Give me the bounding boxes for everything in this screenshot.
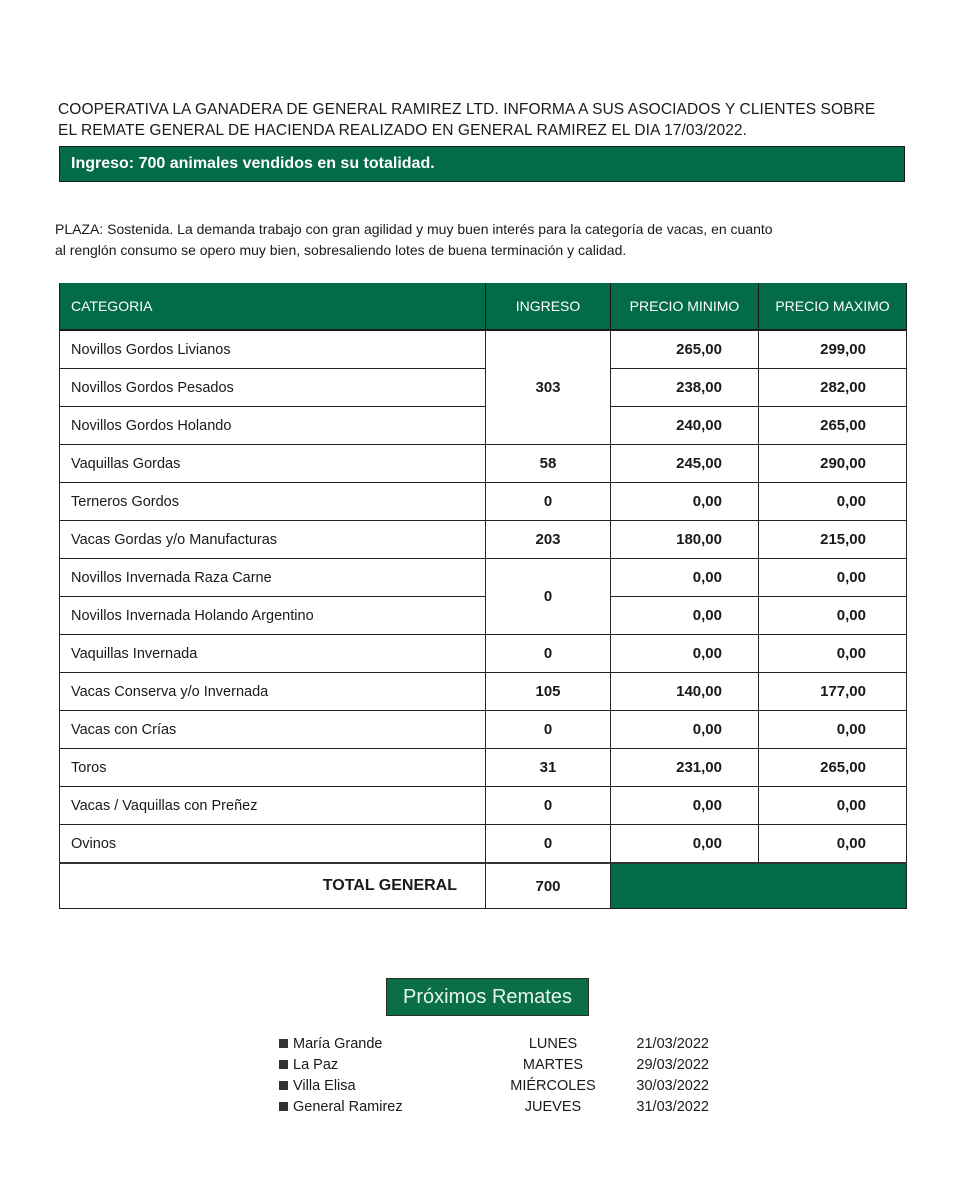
categoria-cell: Vacas Conserva y/o Invernada <box>60 673 486 711</box>
next-auctions-list <box>279 1033 719 1117</box>
categoria-cell: Vacas / Vaquillas con Preñez <box>60 787 486 825</box>
ingreso-cell: 303 <box>486 330 611 445</box>
table-row <box>60 330 907 369</box>
total-green-fill <box>611 863 907 909</box>
table-row <box>60 407 907 445</box>
precio-max-cell: 0,00 <box>759 483 907 521</box>
categoria-cell: Vaquillas Gordas <box>60 445 486 483</box>
ingreso-cell: 0 <box>486 711 611 749</box>
precio-min-cell: 180,00 <box>611 521 759 559</box>
auction-day: MARTES <box>522 1056 584 1073</box>
square-bullet-icon <box>279 1081 288 1090</box>
square-bullet-icon <box>279 1102 288 1111</box>
ingreso-cell: 0 <box>486 635 611 673</box>
next-auctions-title: Próximos Remates <box>386 978 589 1016</box>
precio-min-cell: 231,00 <box>611 749 759 787</box>
categoria-cell: Terneros Gordos <box>60 483 486 521</box>
precio-min-cell: 0,00 <box>611 483 759 521</box>
auction-place: Villa Elisa <box>293 1077 356 1094</box>
auction-day: MIÉRCOLES <box>510 1077 596 1094</box>
table-row <box>60 369 907 407</box>
table-row <box>60 597 907 635</box>
auction-date: 29/03/2022 <box>636 1056 709 1073</box>
precio-min-cell: 0,00 <box>611 711 759 749</box>
ingreso-banner: Ingreso: 700 animales vendidos en su totalidad. <box>59 146 905 182</box>
precio-max-cell: 0,00 <box>759 787 907 825</box>
precio-min-cell: 0,00 <box>611 787 759 825</box>
precio-max-cell: 0,00 <box>759 825 907 864</box>
categoria-cell: Vaquillas Invernada <box>60 635 486 673</box>
table-row <box>60 445 907 483</box>
precio-min-cell: 240,00 <box>611 407 759 445</box>
precio-max-cell: 282,00 <box>759 369 907 407</box>
results-table <box>59 283 907 909</box>
precio-max-cell: 0,00 <box>759 597 907 635</box>
header-categoria: CATEGORIA <box>60 283 486 330</box>
categoria-cell: Vacas Gordas y/o Manufacturas <box>60 521 486 559</box>
intro-text <box>58 99 908 141</box>
auction-date: 30/03/2022 <box>636 1077 709 1094</box>
auction-date: 31/03/2022 <box>636 1098 709 1115</box>
plaza-summary <box>55 219 915 261</box>
auction-place: María Grande <box>293 1035 383 1052</box>
categoria-cell: Novillos Invernada Raza Carne <box>60 559 486 597</box>
categoria-cell: Vacas con Crías <box>60 711 486 749</box>
square-bullet-icon <box>279 1060 288 1069</box>
categoria-cell: Novillos Gordos Holando <box>60 407 486 445</box>
intro-line-2: EL REMATE GENERAL DE HACIENDA REALIZADO EN GENERAL RAMIREZ EL DIA 17/03/2022. <box>58 122 748 139</box>
precio-max-cell: 265,00 <box>759 749 907 787</box>
table-row <box>60 787 907 825</box>
table-row <box>60 749 907 787</box>
precio-max-cell: 299,00 <box>759 330 907 369</box>
ingreso-cell: 58 <box>486 445 611 483</box>
list-item <box>279 1033 719 1054</box>
table-row <box>60 711 907 749</box>
list-item <box>279 1075 719 1096</box>
intro-line-1: COOPERATIVA LA GANADERA DE GENERAL RAMIREZ LTD. INFORMA A SUS ASOCIADOS Y CLIENTES SOBRE <box>58 101 876 118</box>
ingreso-cell: 105 <box>486 673 611 711</box>
table-row <box>60 673 907 711</box>
total-value: 700 <box>486 863 611 909</box>
table-row <box>60 521 907 559</box>
table-row <box>60 483 907 521</box>
auction-date: 21/03/2022 <box>636 1035 709 1052</box>
precio-min-cell: 265,00 <box>611 330 759 369</box>
ingreso-cell: 31 <box>486 749 611 787</box>
precio-min-cell: 238,00 <box>611 369 759 407</box>
table-row <box>60 559 907 597</box>
ingreso-cell: 0 <box>486 825 611 864</box>
categoria-cell: Novillos Gordos Livianos <box>60 330 486 369</box>
auction-place: General Ramirez <box>293 1098 403 1115</box>
ingreso-cell: 0 <box>486 559 611 635</box>
precio-max-cell: 290,00 <box>759 445 907 483</box>
auction-day: JUEVES <box>524 1098 582 1115</box>
precio-min-cell: 245,00 <box>611 445 759 483</box>
precio-max-cell: 265,00 <box>759 407 907 445</box>
table-row <box>60 635 907 673</box>
precio-max-cell: 0,00 <box>759 711 907 749</box>
total-row <box>60 863 907 909</box>
precio-min-cell: 0,00 <box>611 825 759 864</box>
table-header-row <box>60 283 907 330</box>
precio-max-cell: 0,00 <box>759 559 907 597</box>
plaza-line-1: PLAZA: Sostenida. La demanda trabajo con gran agilidad y muy buen interés para la categoría de vacas, en cuanto <box>55 221 773 237</box>
auction-day: LUNES <box>528 1035 578 1052</box>
header-precio-minimo: PRECIO MINIMO <box>611 283 759 330</box>
ingreso-cell: 0 <box>486 787 611 825</box>
list-item <box>279 1096 719 1117</box>
list-item <box>279 1054 719 1075</box>
square-bullet-icon <box>279 1039 288 1048</box>
categoria-cell: Novillos Gordos Pesados <box>60 369 486 407</box>
precio-min-cell: 0,00 <box>611 559 759 597</box>
categoria-cell: Toros <box>60 749 486 787</box>
precio-max-cell: 177,00 <box>759 673 907 711</box>
categoria-cell: Novillos Invernada Holando Argentino <box>60 597 486 635</box>
plaza-line-2: al renglón consumo se opero muy bien, sobresaliendo lotes de buena terminación y calidad. <box>55 242 627 258</box>
precio-min-cell: 0,00 <box>611 635 759 673</box>
categoria-cell: Ovinos <box>60 825 486 864</box>
header-precio-maximo: PRECIO MAXIMO <box>759 283 907 330</box>
precio-min-cell: 140,00 <box>611 673 759 711</box>
header-ingreso: INGRESO <box>486 283 611 330</box>
table-row <box>60 825 907 864</box>
precio-max-cell: 215,00 <box>759 521 907 559</box>
precio-max-cell: 0,00 <box>759 635 907 673</box>
total-label: TOTAL GENERAL <box>60 863 486 909</box>
precio-min-cell: 0,00 <box>611 597 759 635</box>
ingreso-cell: 203 <box>486 521 611 559</box>
ingreso-cell: 0 <box>486 483 611 521</box>
auction-place: La Paz <box>293 1056 339 1073</box>
